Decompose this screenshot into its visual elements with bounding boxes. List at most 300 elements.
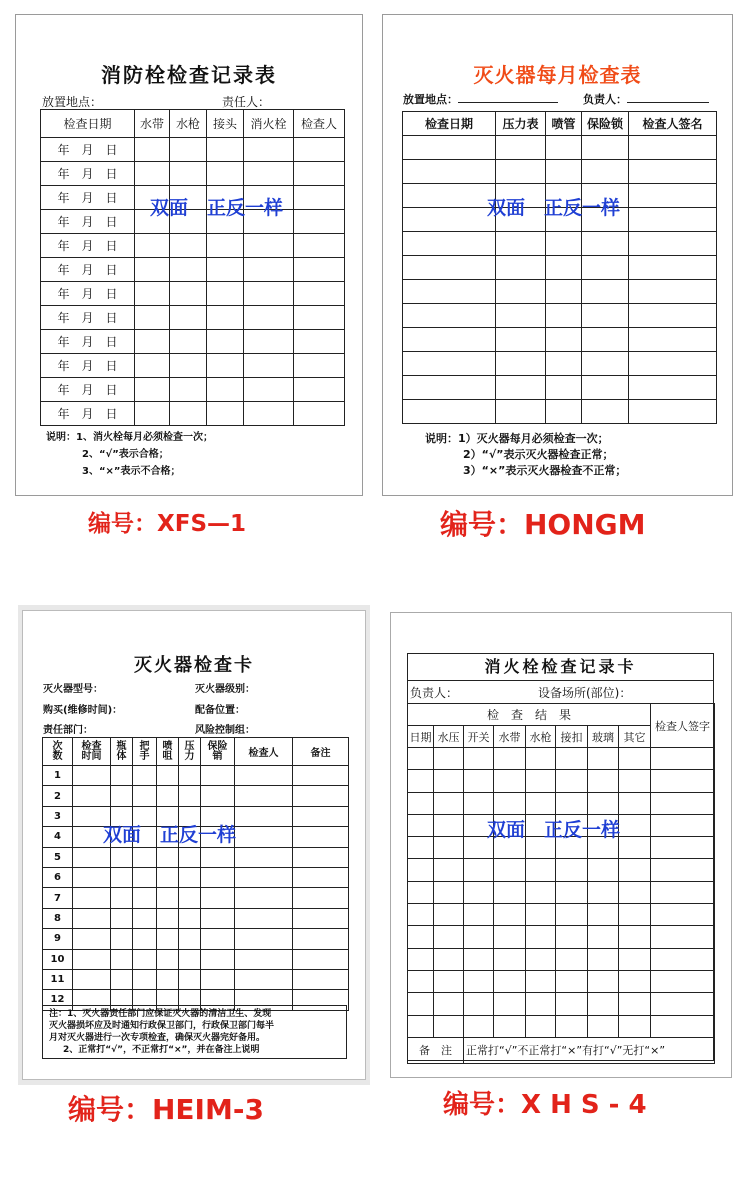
table-cell [179,929,201,949]
table-cell [526,792,556,814]
card4-header-other: 其它 [619,726,651,748]
table-cell [408,748,434,770]
table-cell [403,136,496,160]
table-cell [588,859,619,881]
table-row [43,888,349,908]
table-cell [526,993,556,1015]
table-cell [464,948,494,970]
table-cell [179,786,201,806]
table-cell [434,993,464,1015]
table-cell [546,232,582,256]
table-cell [133,786,157,806]
card2-person-label [583,91,709,107]
table-cell [434,948,464,970]
card3-row-number: 11 [43,969,73,989]
table-cell [73,969,111,989]
card1-table [40,109,345,426]
table-cell [179,867,201,887]
table-cell [293,929,349,949]
table-row [41,162,345,186]
table-cell [111,929,133,949]
table-cell [556,904,588,926]
table-row [41,306,345,330]
card2-place-text: 放置地点： [403,93,458,106]
card2-note-1: 说明：1）灭火器每月必须检查一次； [425,432,609,445]
table-cell [651,881,715,903]
table-cell [464,970,494,992]
table-cell [111,766,133,786]
table-cell [464,859,494,881]
table-cell [293,888,349,908]
table-cell [582,160,629,184]
table-cell [201,888,235,908]
table-cell [526,1015,556,1037]
table-cell [619,792,651,814]
table-cell [651,993,715,1015]
table-cell [496,352,546,376]
table-cell [157,969,179,989]
card-extinguisher-monthly [382,14,733,496]
table-row [408,926,715,948]
table-cell [294,186,345,210]
table-cell [207,282,244,306]
table-cell [526,881,556,903]
table-row [43,929,349,949]
table-cell [170,306,207,330]
card2-place-blank [458,92,558,103]
table-cell [619,970,651,992]
table-cell [207,354,244,378]
table-cell [546,328,582,352]
card3-header-body-text: 瓶体 [116,740,127,762]
table-cell [201,867,235,887]
card4-person-label: 负责人： [410,686,459,700]
table-cell [294,306,345,330]
card1-date-cell: 年 月 日 [41,402,135,426]
table-cell [207,138,244,162]
table-cell [629,304,717,328]
table-cell [494,770,526,792]
table-row [41,402,345,426]
table-row [403,304,717,328]
table-cell [135,162,170,186]
table-cell [582,376,629,400]
table-cell [135,306,170,330]
table-cell [235,949,293,969]
table-cell [201,969,235,989]
table-cell [207,330,244,354]
table-cell [235,969,293,989]
table-cell [403,280,496,304]
card4-overlay: 双面 正反一样 [487,819,621,841]
table-cell [133,888,157,908]
card3-row-number: 9 [43,929,73,949]
table-cell [73,867,111,887]
table-cell [294,162,345,186]
table-cell [546,304,582,328]
card3-row-number: 5 [43,847,73,867]
table-cell [619,904,651,926]
table-row [408,792,715,814]
table-cell [651,904,715,926]
table-cell [496,376,546,400]
card2-header-nozzle: 喷管 [546,112,582,136]
card3-notes [49,1008,274,1056]
table-cell [133,969,157,989]
table-cell [135,354,170,378]
table-cell [651,837,715,859]
table-cell [170,234,207,258]
table-cell [526,970,556,992]
table-cell [651,770,715,792]
table-row [43,908,349,928]
table-cell [135,402,170,426]
card4-group-header: 检 查 结 果 [408,704,651,726]
table-cell [294,234,345,258]
table-cell [179,847,201,867]
table-cell [582,232,629,256]
table-cell [179,766,201,786]
card1-date-cell: 年 月 日 [41,258,135,282]
table-cell [496,232,546,256]
table-cell [235,827,293,847]
table-cell [494,748,526,770]
card2-code: 编号：HONGM [440,508,646,541]
table-row [408,904,715,926]
table-cell [408,770,434,792]
card1-place-label: 放置地点： [42,95,103,109]
table-cell [244,162,294,186]
table-cell [619,881,651,903]
card-fire-hydrant-record [15,14,363,496]
table-cell [588,926,619,948]
table-cell [207,306,244,330]
table-cell [111,786,133,806]
table-cell [235,867,293,887]
table-cell [434,970,464,992]
table-cell [556,748,588,770]
table-cell [546,256,582,280]
card4-title-row [408,654,713,681]
table-cell [133,847,157,867]
table-cell [619,993,651,1015]
card3-note-2: 灭火器损坏应及时通知行政保卫部门，行政保卫部门每半 [49,1021,275,1031]
table-cell [157,786,179,806]
table-row [43,969,349,989]
table-cell [408,814,434,836]
card4-location-label: 设备场所(部位)： [538,686,632,700]
table-cell [135,234,170,258]
table-cell [293,766,349,786]
card3-header-nozzle [157,738,179,766]
card3-row-number: 3 [43,806,73,826]
card3-row-number: 12 [43,990,73,1010]
table-cell [294,402,345,426]
table-cell [619,1015,651,1037]
table-cell [556,993,588,1015]
card4-header-nozzle: 水枪 [526,726,556,748]
card1-header-inspector: 检查人 [294,110,345,138]
card3-note-1: 注：1、灭火器责任部门应保证灭火器的清洁卫生、发现 [49,1009,272,1019]
table-cell [408,926,434,948]
card4-signer-header: 检查人签字 [651,704,715,748]
table-cell [244,378,294,402]
table-cell [496,136,546,160]
table-cell [73,888,111,908]
table-row [403,280,717,304]
table-cell [201,949,235,969]
table-cell [244,330,294,354]
table-cell [588,748,619,770]
table-cell [619,948,651,970]
card2-header-signature: 检查人签名 [629,112,717,136]
table-cell [582,280,629,304]
table-cell [170,162,207,186]
table-cell [494,993,526,1015]
card4-title: 消火栓检查记录卡 [484,657,637,676]
table-cell [496,280,546,304]
card3-header-body [111,738,133,766]
table-cell [244,138,294,162]
table-cell [408,881,434,903]
table-row [408,948,715,970]
card3-row-number: 6 [43,867,73,887]
table-cell [526,948,556,970]
table-cell [464,904,494,926]
table-cell [651,948,715,970]
table-cell [434,926,464,948]
card1-note-1: 说明：1、消火栓每月必须检查一次； [46,432,213,443]
table-row [403,232,717,256]
table-cell [619,859,651,881]
card3-note-4: 2、正常打“√”，不正常打“×”，并在备注上说明 [63,1045,260,1055]
table-cell [629,328,717,352]
table-cell [588,881,619,903]
card2-person-blank [627,92,709,103]
card4-footer-label: 备 注 [408,1037,464,1063]
table-row [403,376,717,400]
table-cell [408,837,434,859]
card3-header-remarks: 备注 [293,738,349,766]
table-cell [235,847,293,867]
table-cell [408,1015,434,1037]
table-row [408,970,715,992]
table-cell [244,402,294,426]
card2-note-2: 2）“√”表示灭火器检查正常； [463,448,614,461]
card1-note-2: 2、“√”表示合格； [82,449,169,460]
card2-person-text: 负责人： [583,93,627,106]
card2-note-3: 3）“×”表示灭火器检查不正常； [463,464,627,477]
card3-row-number: 8 [43,908,73,928]
table-cell [244,258,294,282]
table-cell [629,400,717,424]
table-cell [244,306,294,330]
table-cell [201,908,235,928]
table-cell [293,806,349,826]
table-cell [111,867,133,887]
card1-date-cell: 年 月 日 [41,234,135,258]
table-cell [135,378,170,402]
table-cell [179,969,201,989]
card3-row-number: 4 [43,827,73,847]
table-cell [135,258,170,282]
card1-date-cell: 年 月 日 [41,282,135,306]
table-cell [556,1015,588,1037]
table-cell [235,929,293,949]
table-cell [434,770,464,792]
table-cell [73,786,111,806]
table-cell [293,827,349,847]
card3-header-nozzle-text: 喷咀 [162,740,173,762]
card2-header-date: 检查日期 [403,112,496,136]
table-cell [133,929,157,949]
table-cell [293,786,349,806]
table-cell [235,888,293,908]
table-cell [496,256,546,280]
table-cell [434,792,464,814]
table-row [43,786,349,806]
table-cell [207,234,244,258]
table-cell [556,970,588,992]
table-cell [588,770,619,792]
table-cell [133,766,157,786]
table-cell [619,814,651,836]
table-cell [293,847,349,867]
table-cell [434,837,464,859]
table-cell [582,136,629,160]
table-row [41,354,345,378]
table-cell [526,859,556,881]
table-cell [588,1015,619,1037]
table-row [43,867,349,887]
table-row [41,258,345,282]
table-cell [111,908,133,928]
table-cell [408,904,434,926]
card3-notes-box [42,1005,347,1059]
table-cell [496,160,546,184]
table-cell [651,792,715,814]
table-cell [294,210,345,234]
table-cell [546,136,582,160]
table-cell [651,814,715,836]
table-cell [170,282,207,306]
table-cell [403,256,496,280]
table-cell [651,970,715,992]
card4-header-switch: 开关 [464,726,494,748]
table-cell [464,993,494,1015]
card3-info-2-left: 购买(维修时间)： [43,705,123,716]
table-row [41,234,345,258]
card3-header-time [73,738,111,766]
card1-notes [46,429,213,480]
card1-date-cell: 年 月 日 [41,186,135,210]
card4-footer-text: 正常打“√”不正常打“×”有打“√”无打“×” [464,1037,715,1063]
table-row [41,378,345,402]
table-cell [133,867,157,887]
table-cell [629,256,717,280]
table-cell [464,748,494,770]
table-cell [526,748,556,770]
table-cell [556,859,588,881]
table-cell [294,258,345,282]
card3-header-handle [133,738,157,766]
table-cell [235,766,293,786]
table-row [408,881,715,903]
table-cell [629,184,717,208]
card4-footer-row [408,1037,715,1063]
table-cell [556,926,588,948]
table-cell [170,402,207,426]
card4-table [407,703,715,1064]
table-cell [434,859,464,881]
table-cell [157,766,179,786]
card3-row-number: 7 [43,888,73,908]
table-row [41,282,345,306]
card3-header-pin-text: 保险销 [207,740,228,762]
table-cell [157,847,179,867]
table-cell [170,138,207,162]
table-cell [546,400,582,424]
table-cell [135,138,170,162]
card1-header-hose: 水带 [135,110,170,138]
card1-header-date: 检查日期 [41,110,135,138]
table-cell [629,352,717,376]
card1-header-joint: 接头 [207,110,244,138]
table-cell [294,138,345,162]
table-cell [403,208,496,232]
table-cell [619,837,651,859]
table-cell [408,970,434,992]
card4-header-hose: 水带 [494,726,526,748]
table-cell [546,280,582,304]
table-cell [73,847,111,867]
card3-header-pressure-text: 压力 [184,740,195,762]
table-cell [293,867,349,887]
table-cell [111,949,133,969]
table-row [408,1015,715,1037]
table-cell [434,748,464,770]
table-cell [157,949,179,969]
card1-note-3: 3、“×”表示不合格； [82,466,181,477]
table-row [43,949,349,969]
table-cell [588,904,619,926]
card1-person-label: 责任人： [222,95,271,109]
card4-header-date: 日期 [408,726,434,748]
card1-title: 消防栓检查记录表 [101,63,277,87]
card3-row-number: 10 [43,949,73,969]
table-row [403,328,717,352]
card3-info-1-right: 灭火器级别： [195,684,255,695]
card3-header-pressure [179,738,201,766]
table-cell [582,400,629,424]
table-row [403,136,717,160]
table-cell [179,949,201,969]
table-cell [403,376,496,400]
table-cell [496,328,546,352]
table-cell [619,926,651,948]
table-cell [170,258,207,282]
table-cell [464,770,494,792]
table-cell [582,256,629,280]
table-cell [293,949,349,969]
table-cell [556,770,588,792]
table-cell [133,949,157,969]
table-cell [582,304,629,328]
table-cell [588,970,619,992]
card1-header-hydrant: 消火栓 [244,110,294,138]
table-cell [111,888,133,908]
card2-overlay: 双面 正反一样 [487,197,621,219]
